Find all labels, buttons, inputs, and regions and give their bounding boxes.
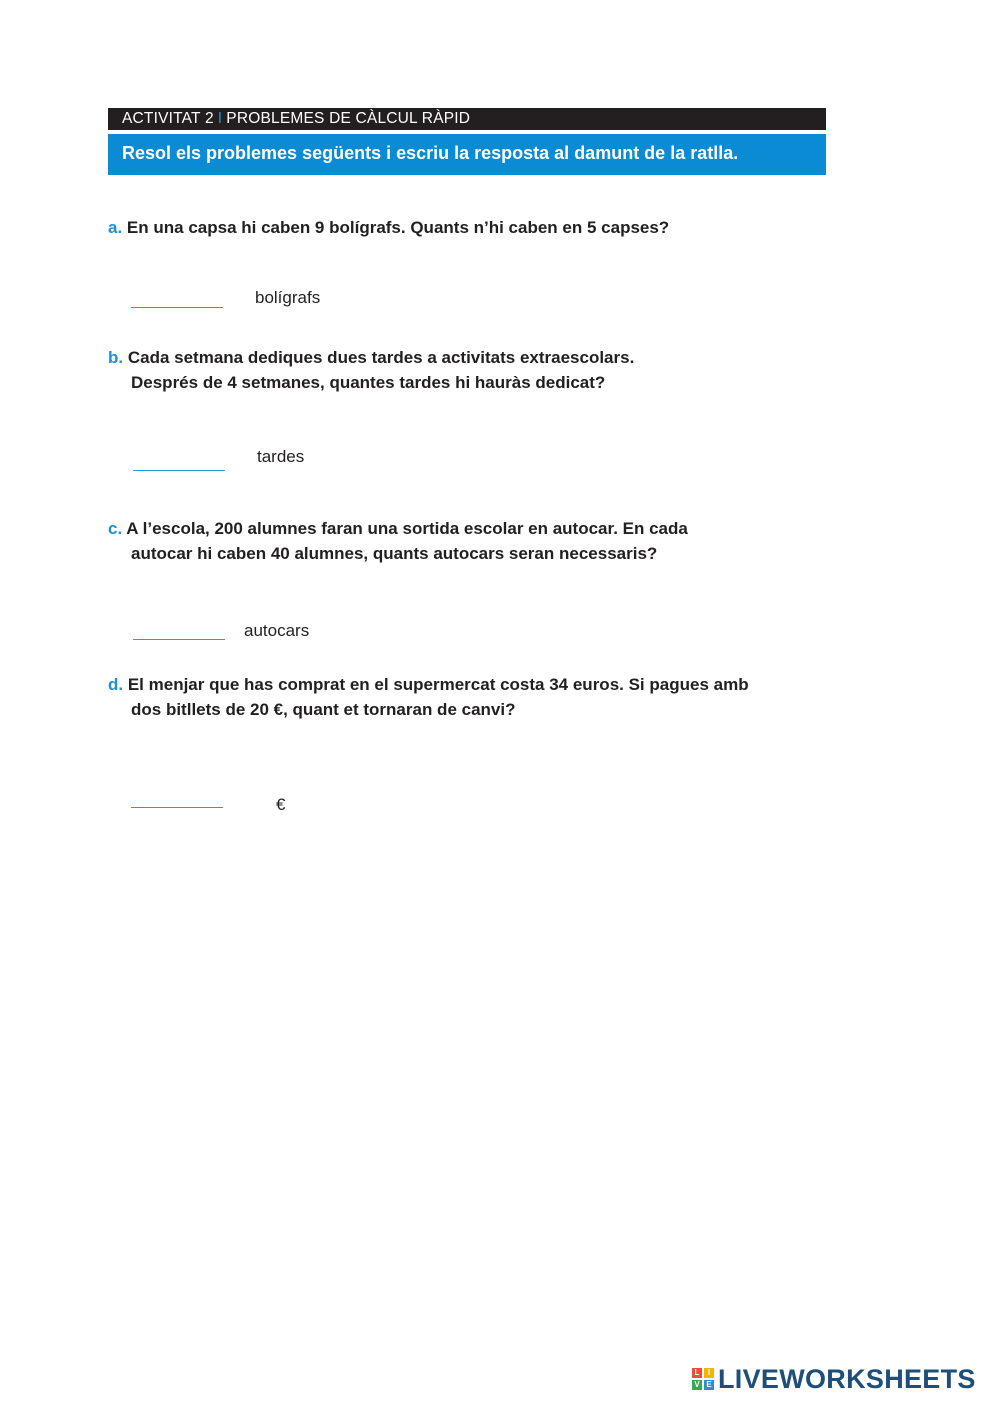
activity-number: ACTIVITAT 2 [122, 110, 214, 127]
answer-line-d[interactable] [131, 807, 223, 808]
question-letter: b. [108, 348, 124, 367]
question-letter: a. [108, 218, 123, 237]
logo-mark-icon [692, 1368, 714, 1390]
question-text: A l’escola, 200 alumnes faran una sortida escolar en autocar. En cada [126, 519, 688, 538]
unit-label-c: autocars [244, 621, 310, 640]
question-text-line2: dos bitllets de 20 €, quant et tornaran de canvi? [131, 700, 516, 719]
logo-letter: I [704, 1368, 714, 1378]
activity-header [108, 108, 826, 130]
instruction-banner [108, 134, 826, 175]
logo-letter: L [692, 1368, 702, 1378]
question-d [108, 672, 838, 722]
answer-line-c[interactable] [133, 639, 225, 640]
question-text-line2: autocar hi caben 40 alumnes, quants autocars seran necessaris? [131, 544, 658, 563]
question-letter: d. [108, 675, 124, 694]
unit-label-b: tardes [257, 447, 305, 466]
question-a [108, 215, 838, 240]
unit-label-d: € [276, 795, 286, 814]
logo-letter: E [704, 1380, 714, 1390]
unit-label-a: bolígrafs [255, 288, 321, 307]
question-c [108, 516, 838, 566]
logo-text: LIVEWORKSHEETS [718, 1363, 976, 1394]
activity-title: PROBLEMES DE CÀLCUL RÀPID [226, 110, 471, 127]
answer-line-a[interactable] [131, 307, 223, 308]
header-separator: I [217, 110, 223, 127]
answer-line-b[interactable] [133, 470, 225, 471]
question-text-line2: Després de 4 setmanes, quantes tardes hi hauràs dedicat? [131, 373, 606, 392]
question-b [108, 345, 838, 395]
liveworksheets-logo[interactable] [692, 1364, 976, 1394]
question-letter: c. [108, 519, 123, 538]
question-text: Cada setmana dediques dues tardes a activitats extraescolars. [127, 348, 635, 367]
question-text: El menjar que has comprat en el supermercat costa 34 euros. Si pagues amb [127, 675, 749, 694]
instruction-text: Resol els problemes següents i escriu la resposta al damunt de la ratlla. [122, 143, 739, 163]
question-text: En una capsa hi caben 9 bolígrafs. Quants n’hi caben en 5 capses? [126, 218, 670, 237]
logo-letter: V [692, 1380, 702, 1390]
